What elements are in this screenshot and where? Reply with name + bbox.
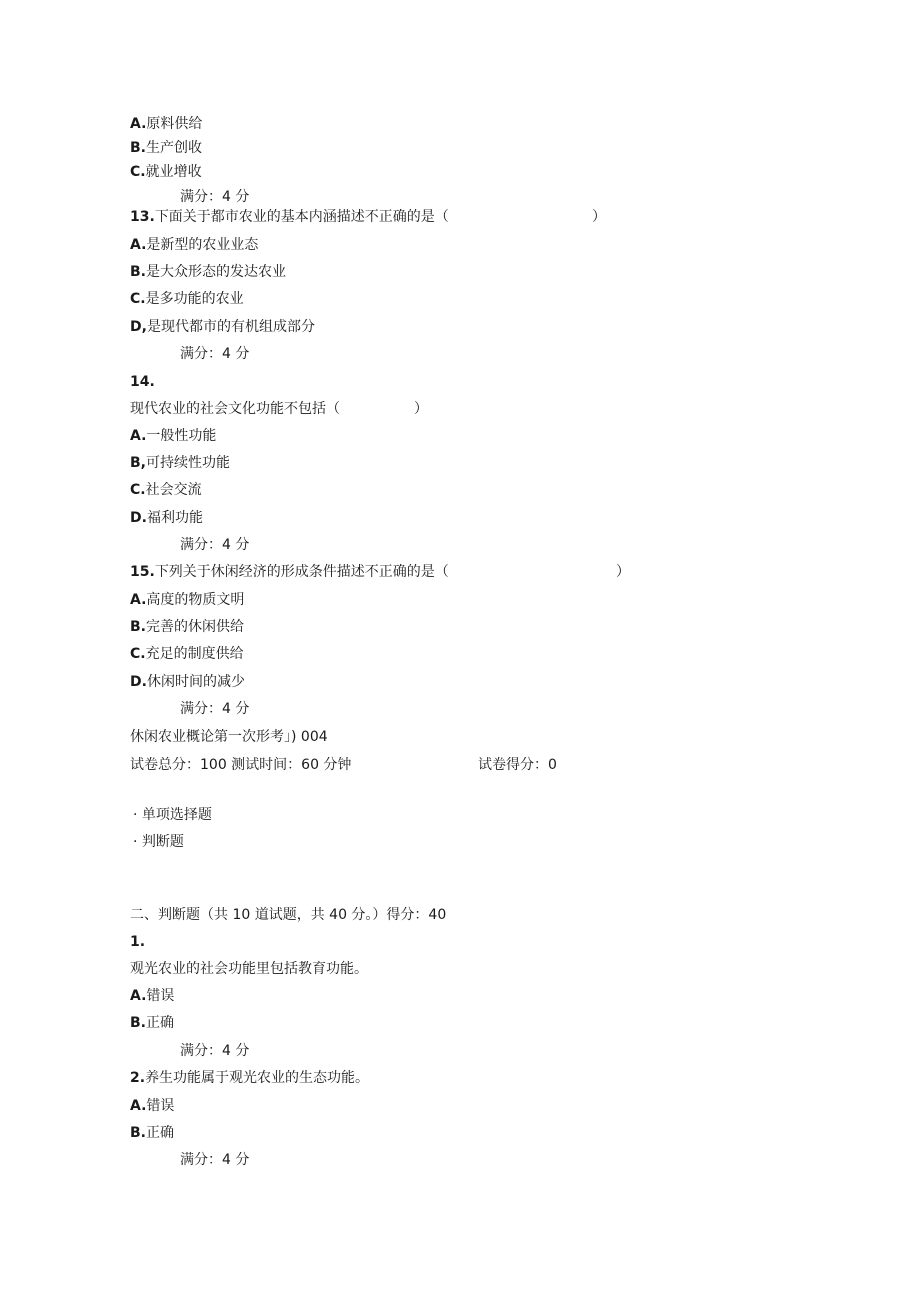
close-paren: ） bbox=[592, 209, 606, 225]
option-b: B.正确 bbox=[130, 1125, 174, 1141]
question-14: 现代农业的社会文化功能不包括（ ） bbox=[130, 401, 428, 417]
question-15: 15.下列关于休闲经济的形成条件描述不正确的是（ ） bbox=[130, 564, 630, 580]
option-a: A.错误 bbox=[130, 988, 175, 1004]
option-a: A.是新型的农业业态 bbox=[130, 237, 259, 253]
score-line: 满分：4 分 bbox=[180, 537, 250, 553]
option-a: A.原料供给 bbox=[130, 116, 203, 132]
option-d: D.福利功能 bbox=[130, 510, 203, 526]
nav-item-true-false[interactable]: · 判断题 bbox=[133, 834, 184, 850]
question-2: 2.养生功能属于观光农业的生态功能。 bbox=[130, 1070, 370, 1086]
option-b: B.是大众形态的发达农业 bbox=[130, 264, 286, 280]
option-c: C.是多功能的农业 bbox=[130, 291, 244, 307]
section-heading: 二、判断题（共 10 道试题，共 40 分。）得分：40 bbox=[130, 907, 447, 923]
score-line: 满分：4 分 bbox=[180, 346, 250, 362]
option-d: D.休闲时间的减少 bbox=[130, 674, 245, 690]
question-1-number: 1. bbox=[130, 934, 146, 950]
option-d: D,是现代都市的有机组成部分 bbox=[130, 319, 315, 335]
option-c: C.充足的制度供给 bbox=[130, 646, 244, 662]
option-a: A.一般性功能 bbox=[130, 428, 217, 444]
option-c: C.社会交流 bbox=[130, 482, 202, 498]
question-1: 观光农业的社会功能里包括教育功能。 bbox=[130, 961, 368, 977]
score-line: 满分：4 分 bbox=[180, 701, 250, 717]
nav-item-single-choice[interactable]: · 单项选择题 bbox=[133, 807, 212, 823]
bullet-icon: · bbox=[133, 834, 142, 850]
score-line: 满分：4 分 bbox=[180, 1152, 250, 1168]
exam-total: 试卷总分：100 测试时间：60 分钟 bbox=[130, 757, 352, 773]
option-b: B,可持续性功能 bbox=[130, 455, 230, 471]
option-b: B.生产创收 bbox=[130, 140, 202, 156]
close-paren: ） bbox=[414, 401, 428, 417]
question-14-number: 14. bbox=[130, 374, 155, 390]
option-c: C.就业增收 bbox=[130, 164, 202, 180]
bullet-icon: · bbox=[133, 807, 142, 823]
exam-title: 休闲农业概论第一次形考」) 004 bbox=[130, 729, 328, 745]
score-line: 满分：4 分 bbox=[180, 1043, 250, 1059]
option-a: A.错误 bbox=[130, 1098, 175, 1114]
close-paren: ） bbox=[616, 564, 630, 580]
option-a: A.高度的物质文明 bbox=[130, 592, 245, 608]
question-13: 13.下面关于都市农业的基本内涵描述不正确的是（ ） bbox=[130, 209, 606, 225]
exam-score: 试卷得分：0 bbox=[478, 757, 557, 773]
option-b: B.完善的休闲供给 bbox=[130, 619, 244, 635]
option-b: B.正确 bbox=[130, 1015, 174, 1031]
score-line: 满分：4 分 bbox=[180, 189, 250, 205]
